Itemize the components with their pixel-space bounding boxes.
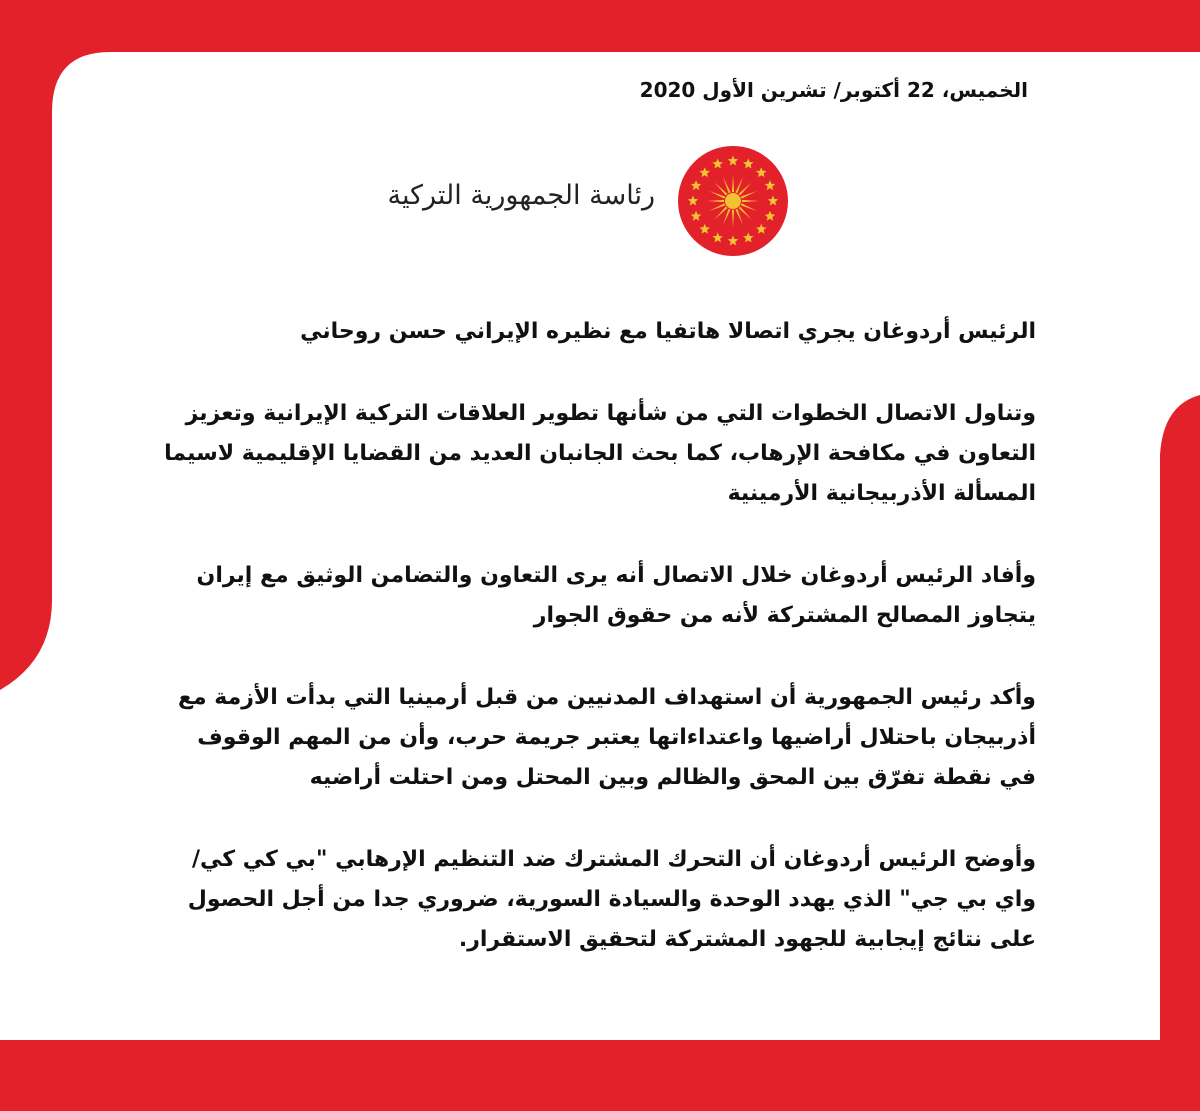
- statement-headline: الرئيس أردوغان يجري اتصالا هاتفيا مع نظيره الإيراني حسن روحاني: [300, 319, 1036, 344]
- statement-paragraph: وأكد رئيس الجمهورية أن استهداف المدنيين من قبل أرمينيا التي بدأت الأزمة مع أذربيجان باحتلال أراضيها واعتداءاتها يعتبر جريمة حرب، وأن من المهم الوقوف في نقطة تفرّق بين المحق والظالم وبين المحتل ومن احتلت أراضيه: [177, 685, 1036, 790]
- document-date: الخميس، 22 أكتوبر/ تشرين الأول 2020: [639, 78, 1028, 102]
- statement-paragraph: وأفاد الرئيس أردوغان خلال الاتصال أنه يرى التعاون والتضامن الوثيق مع إيران يتجاوز المصالح المشتركة لأنه من حقوق الجوار: [196, 563, 1036, 628]
- statement-paragraph: وأوضح الرئيس أردوغان أن التحرك المشترك ضد التنظيم الإرهابي "بي كي كي/ واي بي جي" الذي يهدد الوحدة والسيادة السورية، ضروري جدا من أجل الحصول على نتائج إيجابية للجهود المشتركة لتحقيق الاستقرار.: [187, 847, 1036, 952]
- presidential-seal-icon: [678, 146, 788, 256]
- footer-band: [0, 1040, 1200, 1111]
- issuer-title: رئاسة الجمهورية التركية: [387, 180, 655, 211]
- statement-paragraph: وتناول الاتصال الخطوات التي من شأنها تطوير العلاقات التركية الإيرانية وتعزيز التعاون في مكافحة الإرهاب، كما بحث الجانبان العديد من القضايا الإقليمية لاسيما المسألة الأذربيجانية الأرمينية: [164, 401, 1036, 506]
- statement-body: [156, 312, 1036, 1002]
